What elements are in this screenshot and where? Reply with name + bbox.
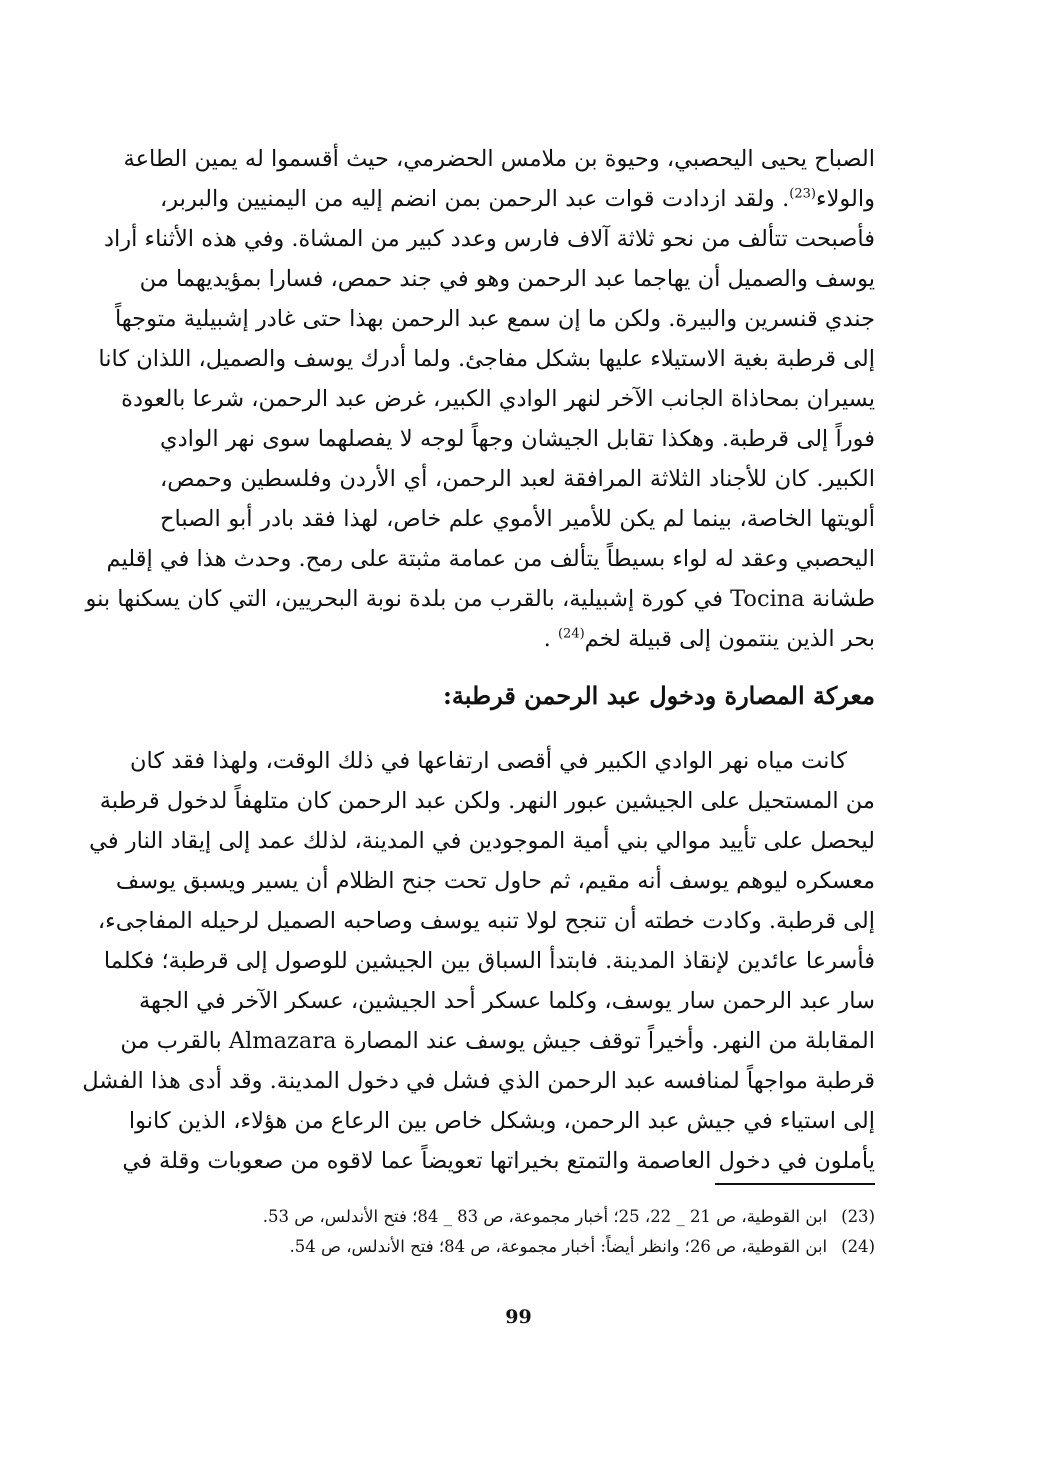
text-line: قرطبة مواجهاً لمنافسه عبد الرحمن الذي فشل في دخول المدينة. وقد أدى هذا الفشل bbox=[82, 1068, 875, 1094]
section-heading: معركة المصارة ودخول عبد الرحمن قرطبة: bbox=[443, 681, 875, 710]
footnote-text: ابن القوطية، ص 21 _ 22، 25؛ أخبار مجموعة، ص 83 _ 84؛ فتح الأندلس، ص 53. bbox=[262, 1207, 828, 1226]
text-line: فوراً إلى قرطبة. وهكذا تقابل الجيشان وجهاً لوجه لا يفصلهما سوى نهر الوادي bbox=[160, 426, 875, 452]
footnote-23 bbox=[160, 1202, 875, 1232]
text-line: يوسف والصميل أن يهاجما عبد الرحمن وهو في جند حمص، فسارا بمؤيديهما من bbox=[139, 266, 875, 292]
text-line bbox=[160, 179, 875, 219]
text-line: إلى استياء في جيش عبد الرحمن، وبشكل خاص بين الرعاع من هؤلاء، الذين كانوا bbox=[128, 1108, 875, 1134]
footnote-ref-24: (24) bbox=[557, 626, 585, 642]
footnote-number: (23) bbox=[841, 1207, 875, 1226]
text-span: بحر الذين ينتمون إلى قبيلة لخم bbox=[584, 626, 875, 652]
text-line: جندي قنسرين والبيرة. ولكن ما إن سمع عبد الرحمن بهذا حتى غادر إشبيلية متوجهاً bbox=[114, 306, 875, 332]
text-span: . ولقد ازدادت قوات عبد الرحمن بمن انضم إليه من اليمنيين والبربر، bbox=[160, 186, 790, 212]
footnote-divider bbox=[715, 1183, 875, 1185]
text-line: طشانة Tocina في كورة إشبيلية، بالقرب من بلدة نوبة البحريين، التي كان يسكنها بنو bbox=[85, 586, 875, 612]
text-line: من المستحيل على الجيشين عبور النهر. ولكن عبد الرحمن كان متلهفاً لدخول قرطبة bbox=[99, 788, 875, 814]
text-line: كانت مياه نهر الوادي الكبير في أقصى ارتفاعها في ذلك الوقت، ولهذا فقد كان bbox=[129, 748, 847, 774]
text-line bbox=[160, 619, 875, 659]
text-line: سار عبد الرحمن سار يوسف، وكلما عسكر أحد الجيشين، عسكر الآخر في الجهة bbox=[138, 988, 875, 1014]
footnote-24 bbox=[160, 1232, 875, 1262]
text-line: يأملون في دخول العاصمة والتمتع بخيراتها تعويضاً عما لاقوه من صعوبات وقلة في bbox=[122, 1148, 875, 1174]
text-line: الصباح يحيى اليحصبي، وحيوة بن ملامس الحضرمي، حيث أقسموا له يمين الطاعة bbox=[123, 146, 875, 172]
footnote-ref-23: (23) bbox=[789, 186, 816, 202]
text-line: فأصبحت تتألف من نحو ثلاثة آلاف فارس وعدد كبير من المشاة. وفي هذه الأثناء أراد bbox=[103, 226, 875, 252]
text-line: إلى قرطبة بغية الاستيلاء عليها بشكل مفاجئ. ولما أدرك يوسف والصميل، اللذان كانا bbox=[98, 346, 875, 372]
footnote-text: ابن القوطية، ص 26؛ وانظر أيضاً: أخبار مجموعة، ص 84؛ فتح الأندلس، ص 54. bbox=[289, 1237, 828, 1256]
text-line: فأسرعا عائدين لإنقاذ المدينة. فابتدأ السباق بين الجيشين للوصول إلى قرطبة؛ فكلما bbox=[103, 948, 875, 974]
text-line: معسكره ليوهم يوسف أنه مقيم، ثم حاول تحت جنح الظلام أن يسير ويسبق يوسف bbox=[115, 868, 875, 894]
text-line: اليحصبي وعقد له لواء بسيطاً يتألف من عمامة مثبتة على رمح. وحدث هذا في إقليم bbox=[106, 546, 875, 572]
text-line: ألويتها الخاصة، بينما لم يكن للأمير الأموي علم خاص، لهذا فقد بادر أبو الصباح bbox=[160, 506, 875, 532]
text-line: إلى قرطبة. وكادت خطته أن تنجح لولا تنبه يوسف وصاحبه الصميل لرحيله المفاجىء، bbox=[97, 908, 875, 934]
text-line: المقابلة من النهر. وأخيراً توقف جيش يوسف عند المصارة Almazara بالقرب من bbox=[120, 1028, 875, 1054]
footnote-number: (24) bbox=[841, 1237, 875, 1256]
text-line: ليحصل على تأييد موالي بني أمية الموجودين في المدينة، لذلك عمد إلى إيقاد النار في bbox=[89, 828, 875, 854]
text-line: الكبير. كان للأجناد الثلاثة المرافقة لعبد الرحمن، أي الأردن وفلسطين وحمص، bbox=[160, 466, 875, 492]
text-span: والولاء bbox=[815, 186, 875, 212]
text-span: . bbox=[543, 626, 551, 652]
page-number: 99 bbox=[505, 1306, 532, 1328]
text-line: يسيران بمحاذاة الجانب الآخر لنهر الوادي الكبير، غرض عبد الرحمن، شرعا بالعودة bbox=[121, 386, 875, 412]
